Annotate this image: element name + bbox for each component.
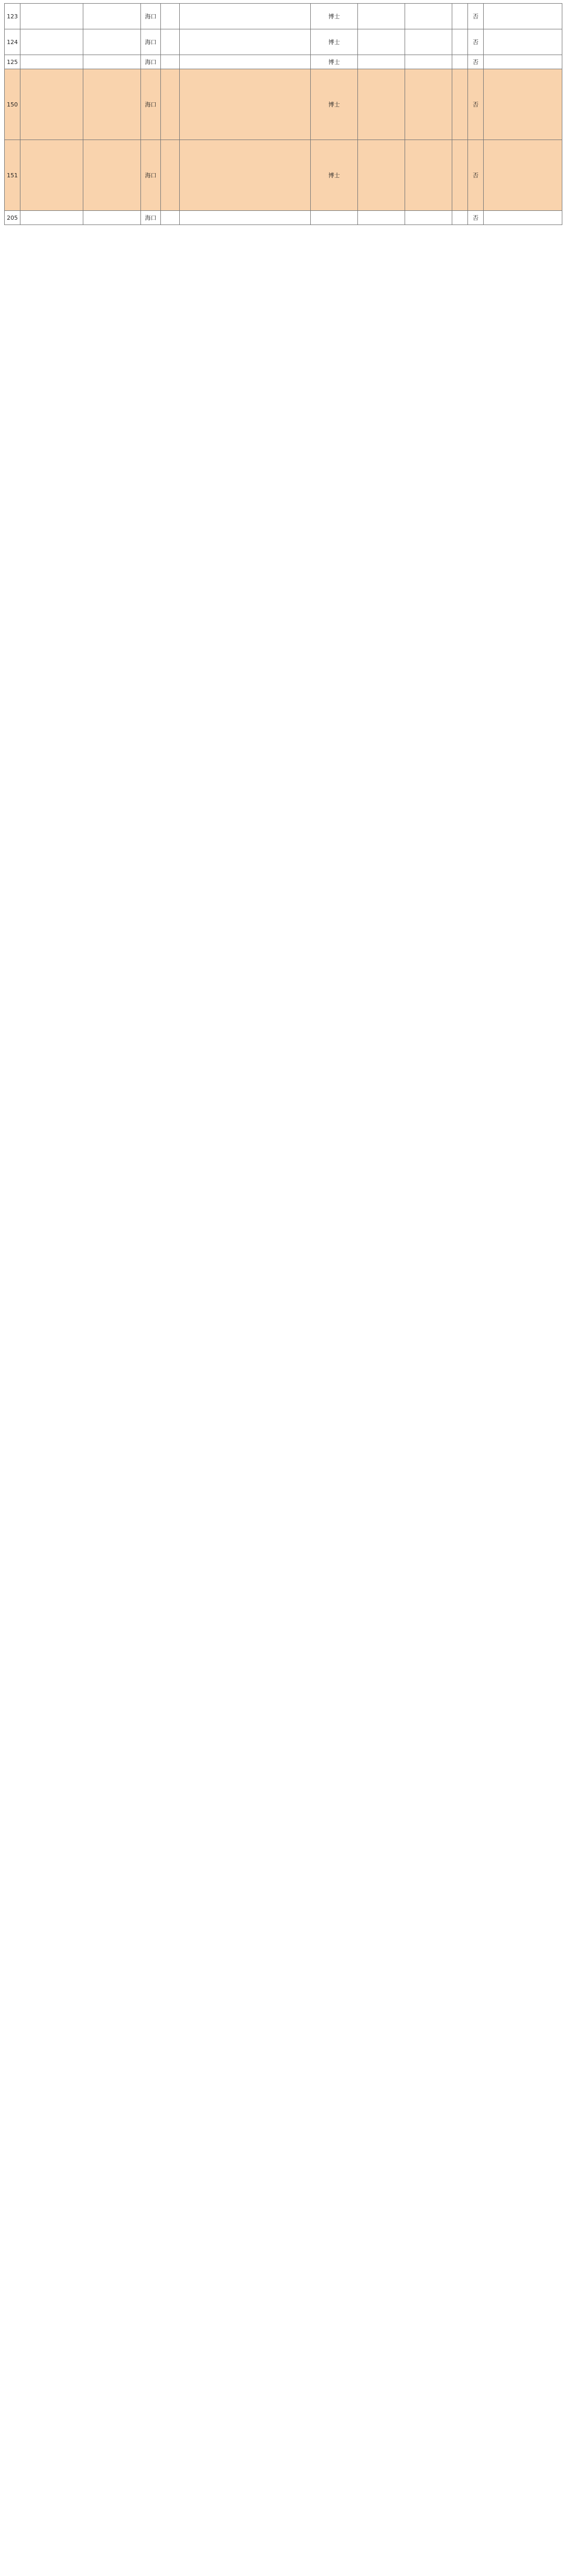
cell-degree: [311, 211, 358, 225]
cell-no: 151: [5, 140, 20, 211]
cell-flag: 否: [468, 211, 484, 225]
table-row: [5, 140, 562, 211]
cell-age: [405, 211, 452, 225]
cell-city: 海口: [141, 211, 161, 225]
cell-count: [452, 4, 468, 29]
cell-level: [161, 140, 180, 211]
cell-major: [180, 29, 311, 55]
cell-note: [484, 140, 562, 211]
cell-level: [161, 55, 180, 69]
table-row: [5, 4, 562, 29]
cell-age: [405, 140, 452, 211]
cell-unit: [20, 211, 83, 225]
cell-unit: [20, 4, 83, 29]
cell-note: [484, 55, 562, 69]
cell-degree: 博士: [311, 55, 358, 69]
cell-level: [161, 211, 180, 225]
cell-age: [405, 29, 452, 55]
cell-count: [452, 29, 468, 55]
cell-flag: 否: [468, 4, 484, 29]
cell-major: [180, 211, 311, 225]
cell-count: [452, 211, 468, 225]
cell-dept: [83, 4, 141, 29]
cell-note: [484, 69, 562, 140]
cell-dept: [83, 55, 141, 69]
cell-dept: [83, 29, 141, 55]
cell-major: [180, 4, 311, 29]
cell-level: [161, 69, 180, 140]
cell-unit: [20, 69, 83, 140]
cell-city: 海口: [141, 69, 161, 140]
cell-no: 150: [5, 69, 20, 140]
cell-age: [405, 69, 452, 140]
table-row: [5, 69, 562, 140]
cell-note: [484, 29, 562, 55]
cell-dept: [83, 69, 141, 140]
cell-dept: [83, 211, 141, 225]
cell-city: 海口: [141, 4, 161, 29]
cell-title: [358, 4, 405, 29]
cell-note: [484, 211, 562, 225]
cell-no: 123: [5, 4, 20, 29]
recruitment-table: [4, 3, 562, 225]
cell-degree: 博士: [311, 29, 358, 55]
cell-flag: 否: [468, 29, 484, 55]
cell-no: 124: [5, 29, 20, 55]
cell-title: [358, 140, 405, 211]
cell-no: 125: [5, 55, 20, 69]
cell-major: [180, 55, 311, 69]
cell-degree: 博士: [311, 140, 358, 211]
cell-title: [358, 211, 405, 225]
cell-level: [161, 4, 180, 29]
cell-dept: [83, 140, 141, 211]
cell-count: [452, 69, 468, 140]
cell-major: [180, 140, 311, 211]
cell-major: [180, 69, 311, 140]
cell-flag: 否: [468, 69, 484, 140]
table-row: [5, 211, 562, 225]
cell-title: [358, 69, 405, 140]
table-row: [5, 55, 562, 69]
cell-unit: [20, 55, 83, 69]
cell-age: [405, 55, 452, 69]
cell-count: [452, 55, 468, 69]
cell-flag: 否: [468, 55, 484, 69]
cell-city: 海口: [141, 140, 161, 211]
cell-degree: 博士: [311, 4, 358, 29]
table-body: [5, 4, 562, 225]
cell-age: [405, 4, 452, 29]
cell-no: 205: [5, 211, 20, 225]
cell-count: [452, 140, 468, 211]
cell-title: [358, 29, 405, 55]
cell-flag: 否: [468, 140, 484, 211]
cell-unit: [20, 140, 83, 211]
cell-level: [161, 29, 180, 55]
cell-title: [358, 55, 405, 69]
table-row: [5, 29, 562, 55]
cell-city: 海口: [141, 29, 161, 55]
cell-city: 海口: [141, 55, 161, 69]
cell-degree: 博士: [311, 69, 358, 140]
cell-note: [484, 4, 562, 29]
cell-unit: [20, 29, 83, 55]
